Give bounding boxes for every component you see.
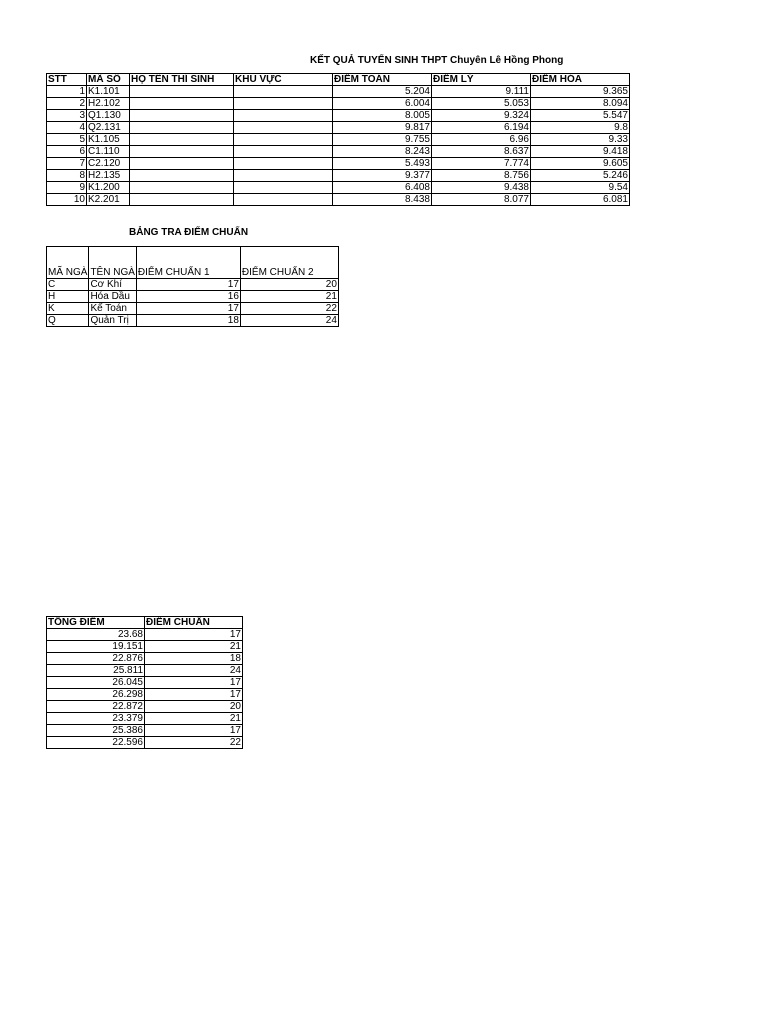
results-row [47,146,630,158]
table-cell[interactable] [234,122,333,134]
table-cell[interactable]: 22.596 [47,737,145,749]
table-cell[interactable]: 25.386 [47,725,145,737]
table-cell[interactable]: 9.817 [333,122,432,134]
header-diem-chuan-2[interactable]: ĐIỂM CHUẨN 2 [240,247,338,279]
table-cell[interactable]: 17 [145,677,243,689]
table-cell[interactable]: 8.438 [333,194,432,206]
table-cell[interactable]: 5.547 [531,110,630,122]
table-cell[interactable] [130,122,234,134]
results-row [47,182,630,194]
table-cell[interactable] [130,170,234,182]
table-cell[interactable] [130,86,234,98]
table-cell[interactable]: 5.493 [333,158,432,170]
table-cell[interactable]: 5 [47,134,87,146]
table-cell[interactable]: H [47,291,89,303]
table-cell[interactable]: 5.204 [333,86,432,98]
results-title: KẾT QUẢ TUYỂN SINH THPT Chuyên Lê Hồng Phong [310,55,564,66]
results-row [47,194,630,206]
table-cell[interactable]: 8.005 [333,110,432,122]
table-cell[interactable]: Kế Toán [89,303,136,315]
results-row [47,170,630,182]
lookup-table [46,246,339,327]
table-cell[interactable]: Cơ Khí [89,279,136,291]
table-cell[interactable]: 9.54 [531,182,630,194]
header-diem-chuan[interactable]: ĐIỂM CHUẨN [145,617,243,629]
results-table [46,73,630,206]
lookup-header-row [47,247,339,279]
table-cell[interactable] [234,194,333,206]
table-cell[interactable]: 9.33 [531,134,630,146]
results-row [47,110,630,122]
header-diem-ly[interactable]: ĐIỂM LÝ [432,74,531,86]
results-row [47,134,630,146]
table-cell[interactable]: 22 [240,303,338,315]
table-cell[interactable]: K1.200 [87,182,130,194]
totals-row [47,737,243,749]
table-cell[interactable]: Q1.130 [87,110,130,122]
table-cell[interactable]: 22.876 [47,653,145,665]
header-ma-nganh[interactable]: MÃ NGÀ [47,247,89,279]
header-ho-ten[interactable]: HỌ TÊN THÍ SINH [130,74,234,86]
results-row [47,98,630,110]
table-cell[interactable]: 6.408 [333,182,432,194]
table-cell[interactable]: 9.605 [531,158,630,170]
table-cell[interactable]: K1.101 [87,86,130,98]
table-cell[interactable]: Hóa Dầu [89,291,136,303]
totals-row [47,641,243,653]
table-cell[interactable]: 22 [145,737,243,749]
table-cell[interactable]: 8.094 [531,98,630,110]
table-cell[interactable]: 4 [47,122,87,134]
totals-row [47,677,243,689]
table-cell[interactable] [234,170,333,182]
totals-row [47,689,243,701]
totals-row [47,653,243,665]
table-cell[interactable]: 24 [240,315,338,327]
table-cell[interactable]: 8.756 [432,170,531,182]
table-cell[interactable] [130,98,234,110]
results-header-row [47,74,630,86]
header-tong-diem[interactable]: TỔNG ĐIỂM [47,617,145,629]
lookup-row [47,315,339,327]
table-cell[interactable]: 1 [47,86,87,98]
table-cell[interactable]: 18 [136,315,240,327]
totals-row [47,725,243,737]
table-cell[interactable]: 7.774 [432,158,531,170]
lookup-title: BẢNG TRA ĐIỂM CHUẨN [129,227,249,238]
header-khu-vuc[interactable]: KHU VỰC [234,74,333,86]
table-cell[interactable] [234,134,333,146]
table-cell[interactable]: 26.298 [47,689,145,701]
table-cell[interactable]: K [47,303,89,315]
table-cell[interactable]: 9.324 [432,110,531,122]
table-cell[interactable] [234,158,333,170]
totals-row [47,629,243,641]
table-cell[interactable]: Quản Trị [89,315,136,327]
table-cell[interactable]: 9 [47,182,87,194]
table-cell[interactable]: 19.151 [47,641,145,653]
table-cell[interactable]: 9.365 [531,86,630,98]
totals-row [47,665,243,677]
table-cell[interactable]: K2.201 [87,194,130,206]
table-cell[interactable]: C [47,279,89,291]
table-cell[interactable]: 6 [47,146,87,158]
totals-table [46,616,243,749]
table-cell[interactable] [130,146,234,158]
table-cell[interactable]: 9.377 [333,170,432,182]
table-cell[interactable]: 9.418 [531,146,630,158]
table-cell[interactable] [130,182,234,194]
table-cell[interactable]: 20 [240,279,338,291]
table-cell[interactable]: 16 [136,291,240,303]
table-cell[interactable]: 25.811 [47,665,145,677]
table-cell[interactable]: H2.102 [87,98,130,110]
results-row [47,122,630,134]
header-diem-hoa[interactable]: ĐIỂM HÓA [531,74,630,86]
table-cell[interactable]: 5.053 [432,98,531,110]
table-cell[interactable] [130,194,234,206]
table-cell[interactable]: 17 [145,725,243,737]
table-cell[interactable]: 21 [145,641,243,653]
table-cell[interactable]: 7 [47,158,87,170]
totals-row [47,701,243,713]
table-cell[interactable]: 22.872 [47,701,145,713]
table-cell[interactable]: Q [47,315,89,327]
lookup-row [47,279,339,291]
table-cell[interactable]: 9.111 [432,86,531,98]
table-cell[interactable] [234,146,333,158]
table-cell[interactable]: 6.194 [432,122,531,134]
table-cell[interactable]: K1.105 [87,134,130,146]
table-cell[interactable]: 8 [47,170,87,182]
table-cell[interactable]: 23.68 [47,629,145,641]
table-cell[interactable]: 8.243 [333,146,432,158]
table-cell[interactable]: 10 [47,194,87,206]
table-cell[interactable] [234,182,333,194]
header-diem-toan[interactable]: ĐIỂM TOÁN [333,74,432,86]
table-cell[interactable]: 5.246 [531,170,630,182]
lookup-row [47,303,339,315]
header-stt[interactable]: STT [47,74,87,86]
table-cell[interactable]: 17 [145,629,243,641]
table-cell[interactable]: 2 [47,98,87,110]
totals-header-row [47,617,243,629]
table-cell[interactable] [130,158,234,170]
table-cell[interactable]: H2.135 [87,170,130,182]
header-ma-so[interactable]: MÃ SỐ [87,74,130,86]
table-cell[interactable]: 8.637 [432,146,531,158]
table-cell[interactable]: 17 [136,279,240,291]
table-cell[interactable]: 17 [145,689,243,701]
table-cell[interactable]: 23.379 [47,713,145,725]
table-cell[interactable]: C2.120 [87,158,130,170]
table-cell[interactable]: 18 [145,653,243,665]
table-cell[interactable] [234,98,333,110]
table-cell[interactable]: 24 [145,665,243,677]
table-cell[interactable]: 17 [136,303,240,315]
table-cell[interactable]: 3 [47,110,87,122]
table-cell[interactable] [234,86,333,98]
table-cell[interactable]: 6.96 [432,134,531,146]
results-row [47,86,630,98]
table-cell[interactable]: 21 [145,713,243,725]
table-cell[interactable]: 9.438 [432,182,531,194]
table-cell[interactable]: 21 [240,291,338,303]
table-cell[interactable]: 6.081 [531,194,630,206]
results-row [47,158,630,170]
header-diem-chuan-1[interactable]: ĐIỂM CHUẨN 1 [136,247,240,279]
lookup-row [47,291,339,303]
table-cell[interactable]: C1.110 [87,146,130,158]
table-cell[interactable]: Q2.131 [87,122,130,134]
totals-row [47,713,243,725]
table-cell[interactable]: 20 [145,701,243,713]
table-cell[interactable] [130,110,234,122]
table-cell[interactable]: 9.8 [531,122,630,134]
table-cell[interactable]: 8.077 [432,194,531,206]
table-cell[interactable] [234,110,333,122]
header-ten-nganh[interactable]: TÊN NGÀ [89,247,136,279]
table-cell[interactable] [130,134,234,146]
table-cell[interactable]: 9.755 [333,134,432,146]
table-cell[interactable]: 26.045 [47,677,145,689]
table-cell[interactable]: 6.004 [333,98,432,110]
